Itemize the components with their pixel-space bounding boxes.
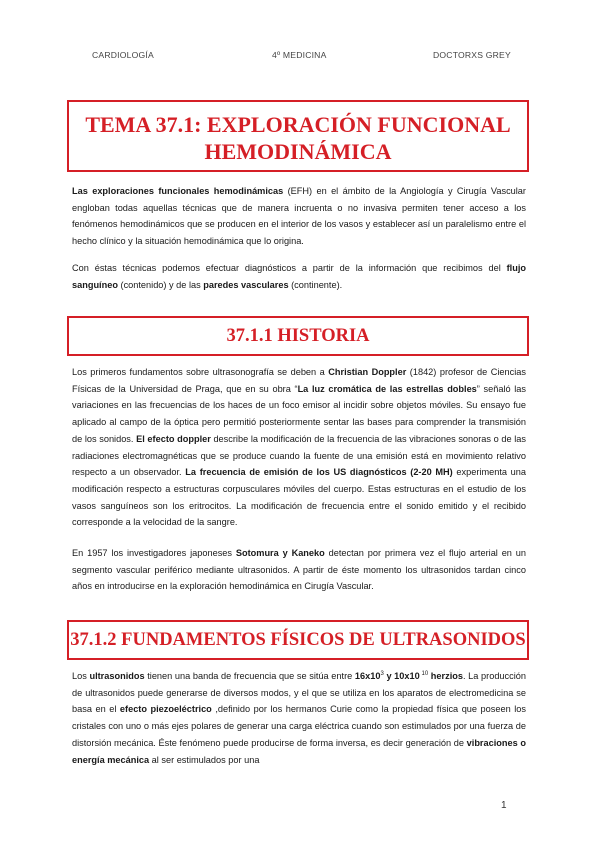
text-run: al ser estimulados por una (149, 754, 260, 765)
text-run: . La producción de ultrasonidos puede generarse de diversos modos, y el que se utiliza en los aparatos de electromedicina se basa en el (72, 671, 526, 715)
bold-text: y 10x10 (386, 671, 420, 681)
bold-text: El efecto doppler (136, 433, 211, 444)
text-run: experimenta una modificación respecto a estructuras corpusculares móviles del cuerpo. Estas estructuras en el estudio de los vasos sanguíneos son los eritrocitos. La modificación de frecuencia entre el sonido emitido y el recibido corresponde a la velocidad de la sangre. (72, 467, 526, 528)
fundamentos-paragraph-1 (72, 668, 526, 768)
text-run: (contenido) y de las (117, 279, 204, 290)
bold-text: vibraciones o energía mecánica (72, 737, 526, 765)
historia-paragraph-1 (72, 364, 526, 531)
intro-paragraph-1 (72, 183, 526, 250)
bold-text: Las exploraciones funcionales hemodinámicas (72, 186, 284, 196)
bold-text: Sotomura y Kaneko (235, 548, 325, 558)
bold-text: flujo sanguíneo (72, 263, 526, 290)
superscript: 10 (419, 671, 429, 677)
bold-text: Christian Doppler (328, 367, 407, 377)
bold-text: herzios (428, 671, 463, 681)
bold-text: paredes vasculares (203, 279, 289, 290)
bold-text: efecto piezoeléctrico (119, 704, 212, 715)
header-subject: CARDIOLOGÍA (92, 50, 154, 60)
text-run: En 1957 los investigadores japoneses (72, 548, 236, 558)
title-line-2: HEMODINÁMICA (204, 139, 392, 164)
superscript: 3 (380, 671, 384, 677)
text-run: (1842) profesor de Ciencias Físicas de la Universidad de Praga, que en su obra “ (72, 367, 526, 394)
page-number: 1 (501, 800, 507, 811)
bold-text: La luz cromática de las estrellas dobles (297, 383, 477, 394)
text-run: Los (72, 671, 90, 681)
text-run: ” señaló las variaciones en las frecuencias de los haces de un foco emisor al incidir sobre objetos móviles. Su ensayo fue aplicado al campo de la óptica pero permitió posteriormente sentar las bases para comprender la transmisión de los sonidos. (72, 383, 526, 444)
text-run: Los primeros fundamentos sobre ultrasonografía se deben a (72, 367, 329, 377)
text-run: (continente). (288, 279, 343, 290)
intro-paragraph-2 (72, 260, 526, 293)
header-course: 4º MEDICINA (272, 50, 327, 60)
text-run: ,definido por los hermanos Curie como la propiedad física que poseen los cristales con uno o más ejes polares de generar una carga eléctrica cuando son estimulados por una fuerza de distorsión mecánica. Éste fenómeno puede producirse de forma inversa, es decir generación de (72, 704, 526, 748)
title-line-1: TEMA 37.1: EXPLORACIÓN FUNCIONAL (85, 112, 511, 137)
text-run: describe la modificación de la frecuencia de las vibraciones sonoras o de las radiaciones electromagnéticas que se produce cuando la fuente de una emisión está en movimiento relativo respecto a un observador. (72, 433, 526, 478)
title-box (67, 100, 529, 172)
bold-text: 16x10 (354, 671, 381, 681)
text-run: detectan por primera vez el flujo arterial en un segmento vascular periférico mediante ultrasonidos. A partir de éste momento los ultrasonidos tardan cinco años en introducirse en la exploración hemodinámica en Cirugía Vascular. (72, 548, 526, 592)
bold-text: ultrasonidos (89, 671, 145, 681)
section-heading-fundamentos: 37.1.2 FUNDAMENTOS FÍSICOS DE ULTRASONIDOS (67, 620, 529, 660)
section-heading-historia: 37.1.1 HISTORIA (67, 316, 529, 356)
bold-text: La frecuencia de emisión de los US diagnósticos (2-20 MH) (185, 467, 453, 478)
header-author: DOCTORXS GREY (433, 50, 511, 60)
historia-paragraph-2 (72, 545, 526, 595)
running-header (0, 50, 600, 64)
text-run: tienen una banda de frecuencia que se sitúa entre (144, 671, 355, 681)
text-run: Con éstas técnicas podemos efectuar diagnósticos a partir de la información que recibimos del (72, 263, 507, 273)
text-run: (EFH) en el ámbito de la Angiología y Cirugía Vascular engloban todas aquellas técnicas que de manera incruenta o no invasiva permiten tener acceso a los fenómenos hemodinámicos que se producen en el interior de los vasos y establecer así un paralelismo entre el hecho clínico y la situación hemodinámica que lo origina. (72, 186, 526, 247)
